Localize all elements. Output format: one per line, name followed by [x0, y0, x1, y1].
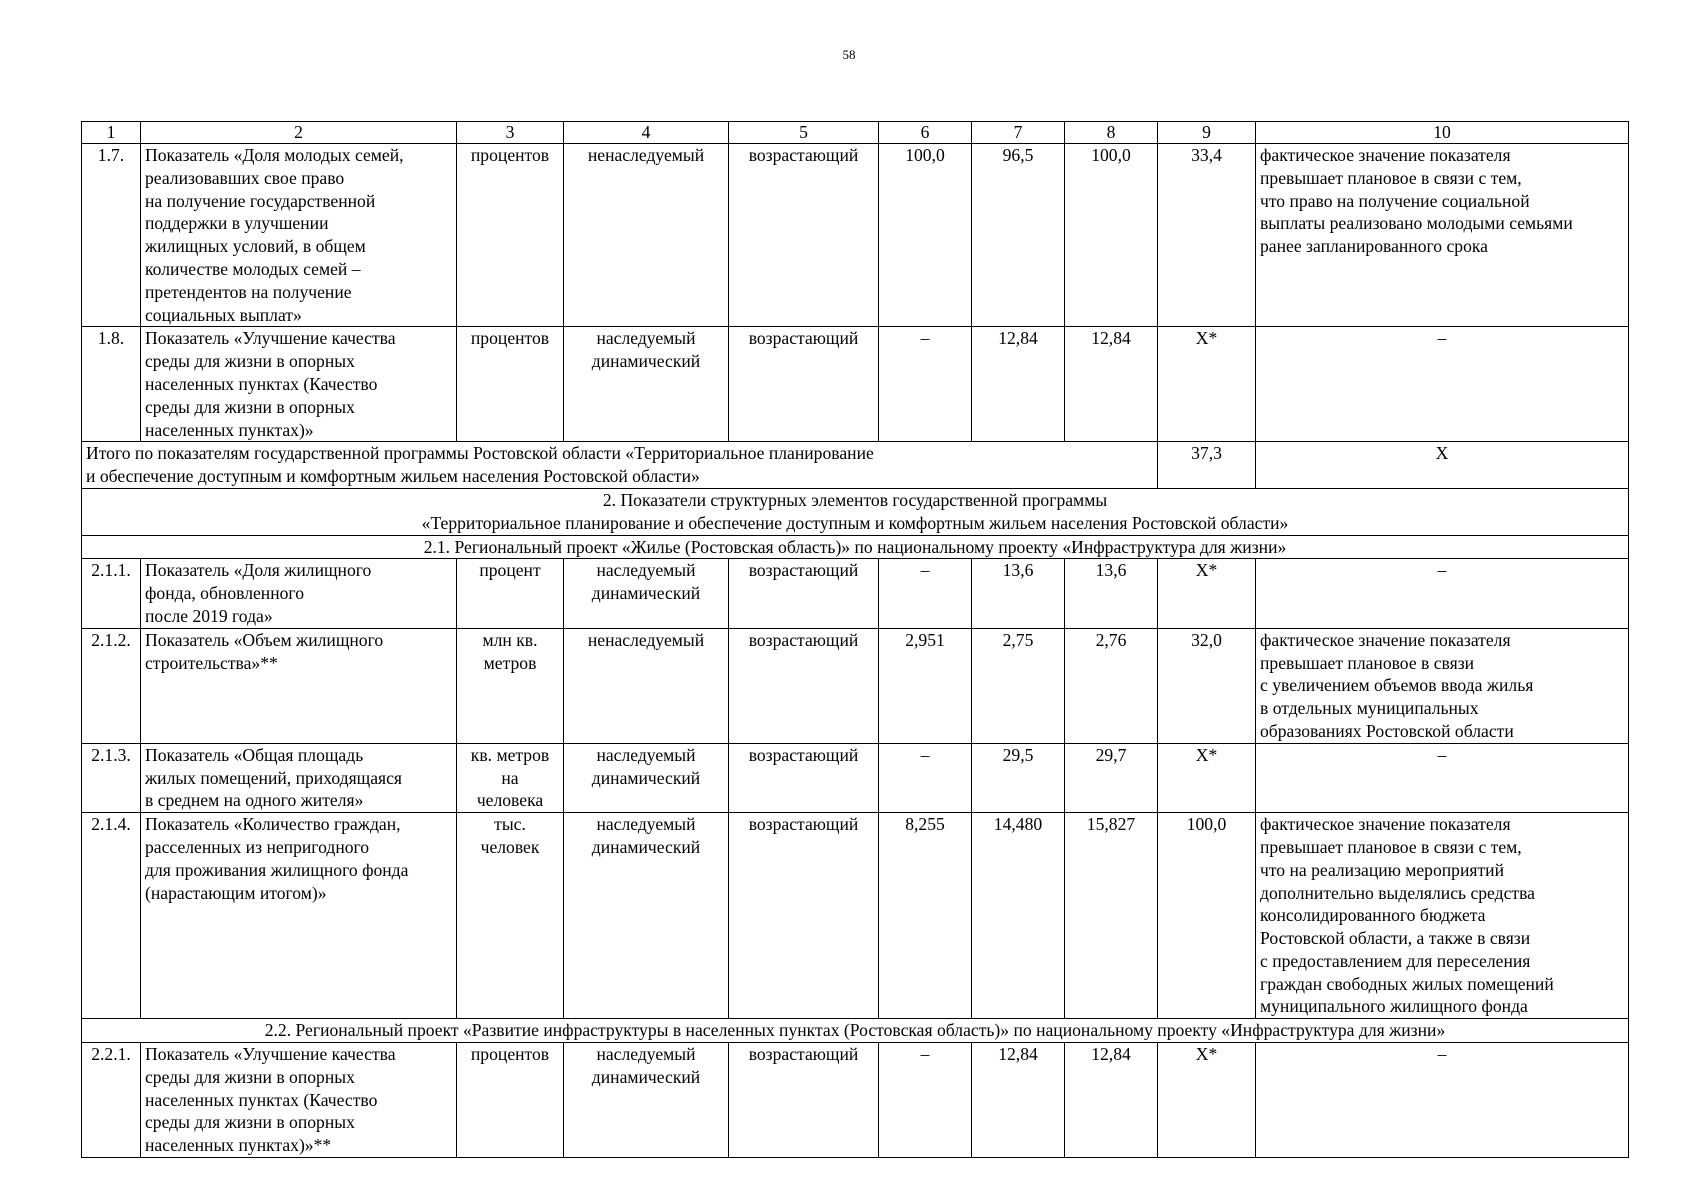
row-number: 1.8.	[82, 327, 141, 442]
note: –	[1256, 559, 1629, 628]
column-number: 7	[972, 122, 1065, 144]
indicator-name: Показатель «Улучшение качества среды для жизни в опорных населенных пунктах (Качество среды для жизни в опорных населенных пунктах)»**	[141, 1043, 457, 1158]
row-number: 2.1.4.	[82, 813, 141, 1019]
indicator-type: ненаследуемый	[564, 628, 729, 743]
value-col-7: 12,84	[972, 1043, 1065, 1158]
column-number: 9	[1158, 122, 1256, 144]
value-col-8: 15,827	[1065, 813, 1158, 1019]
indicator-name: Показатель «Общая площадь жилых помещений, приходящаяся в среднем на одного жителя»	[141, 743, 457, 812]
table-row	[82, 327, 1629, 442]
indicator-type: ненаследуемый	[564, 144, 729, 327]
column-number-row	[82, 122, 1629, 144]
unit: процент	[457, 559, 564, 628]
note: –	[1256, 327, 1629, 442]
row-number: 2.1.1.	[82, 559, 141, 628]
value-col-8: 12,84	[1065, 1043, 1158, 1158]
column-number: 2	[141, 122, 457, 144]
section-2-heading: 2. Показатели структурных элементов государственной программы «Территориальное планирование и обеспечение доступным и комфортным жильем населения Ростовской области»	[82, 488, 1629, 535]
table-row	[82, 743, 1629, 812]
unit: процентов	[457, 327, 564, 442]
value-col-9: 100,0	[1158, 813, 1256, 1019]
value-col-9: 33,4	[1158, 144, 1256, 327]
row-number: 2.1.2.	[82, 628, 141, 743]
direction: возрастающий	[729, 743, 879, 812]
note: фактическое значение показателя превышает плановое в связи с увеличением объемов ввода жилья в отдельных муниципальных образованиях Ростовской области	[1256, 628, 1629, 743]
indicator-name: Показатель «Объем жилищного строительства»**	[141, 628, 457, 743]
unit: млн кв. метров	[457, 628, 564, 743]
table-row	[82, 144, 1629, 327]
value-col-9: 32,0	[1158, 628, 1256, 743]
value-col-9: Х*	[1158, 559, 1256, 628]
direction: возрастающий	[729, 559, 879, 628]
block-1	[82, 144, 1629, 442]
unit: процентов	[457, 144, 564, 327]
value-col-9: Х*	[1158, 743, 1256, 812]
column-number: 8	[1065, 122, 1158, 144]
column-number: 4	[564, 122, 729, 144]
value-col-7: 13,6	[972, 559, 1065, 628]
value-col-7: 14,480	[972, 813, 1065, 1019]
section-2-2-heading: 2.2. Региональный проект «Развитие инфраструктуры в населенных пунктах (Ростовская область)» по национальному проекту «Инфраструктура для жизни»	[82, 1019, 1629, 1043]
direction: возрастающий	[729, 327, 879, 442]
value-col-7: 96,5	[972, 144, 1065, 327]
indicator-type: наследуемый динамический	[564, 1043, 729, 1158]
indicator-type: наследуемый динамический	[564, 327, 729, 442]
value-col-6: 100,0	[879, 144, 972, 327]
subsection-heading-row	[82, 1019, 1629, 1043]
section-2-1-heading: 2.1. Региональный проект «Жилье (Ростовская область)» по национальному проекту «Инфраструктура для жизни»	[82, 535, 1629, 559]
value-col-8: 29,7	[1065, 743, 1158, 812]
direction: возрастающий	[729, 813, 879, 1019]
value-col-8: 2,76	[1065, 628, 1158, 743]
column-number: 3	[457, 122, 564, 144]
indicator-type: наследуемый динамический	[564, 813, 729, 1019]
total-label: Итого по показателям государственной программы Ростовской области «Территориальное планирование и обеспечение доступным и комфортным жильем населения Ростовской области»	[82, 442, 1158, 489]
value-col-9: Х*	[1158, 327, 1256, 442]
column-number: 1	[82, 122, 141, 144]
indicator-name: Показатель «Улучшение качества среды для жизни в опорных населенных пунктах (Качество среды для жизни в опорных населенных пунктах)»	[141, 327, 457, 442]
value-col-6: 2,951	[879, 628, 972, 743]
column-number: 10	[1256, 122, 1629, 144]
block-2	[82, 559, 1629, 1019]
indicators-table	[81, 121, 1629, 1158]
indicator-type: наследуемый динамический	[564, 559, 729, 628]
table-row	[82, 559, 1629, 628]
direction: возрастающий	[729, 628, 879, 743]
total-row	[82, 442, 1629, 489]
value-col-6: –	[879, 559, 972, 628]
subsection-heading-row	[82, 535, 1629, 559]
table-row	[82, 813, 1629, 1019]
row-number: 2.1.3.	[82, 743, 141, 812]
value-col-8: 13,6	[1065, 559, 1158, 628]
table-row	[82, 628, 1629, 743]
note: –	[1256, 743, 1629, 812]
value-col-9: Х*	[1158, 1043, 1256, 1158]
direction: возрастающий	[729, 1043, 879, 1158]
value-col-6: –	[879, 743, 972, 812]
value-col-7: 29,5	[972, 743, 1065, 812]
value-col-7: 2,75	[972, 628, 1065, 743]
section-heading-row	[82, 488, 1629, 535]
indicator-type: наследуемый динамический	[564, 743, 729, 812]
direction: возрастающий	[729, 144, 879, 327]
indicator-name: Показатель «Доля жилищного фонда, обновленного после 2019 года»	[141, 559, 457, 628]
row-number: 1.7.	[82, 144, 141, 327]
indicator-name: Показатель «Доля молодых семей, реализовавших свое право на получение государственной поддержки в улучшении жилищных условий, в общем количестве молодых семей – претендентов на получение социальных выплат»	[141, 144, 457, 327]
unit: процентов	[457, 1043, 564, 1158]
column-number: 5	[729, 122, 879, 144]
block-3	[82, 1043, 1629, 1158]
value-col-6: –	[879, 1043, 972, 1158]
note: –	[1256, 1043, 1629, 1158]
total-note: Х	[1256, 442, 1629, 489]
value-col-8: 100,0	[1065, 144, 1158, 327]
note: фактическое значение показателя превышает плановое в связи с тем, что на реализацию мероприятий дополнительно выделялись средства консолидированного бюджета Ростовской области, а также в связи с предоставлением для переселения граждан свободных жилых помещений муниципального жилищного фонда	[1256, 813, 1629, 1019]
value-col-7: 12,84	[972, 327, 1065, 442]
row-number: 2.2.1.	[82, 1043, 141, 1158]
indicator-name: Показатель «Количество граждан, расселенных из непригодного для проживания жилищного фонда (нарастающим итогом)»	[141, 813, 457, 1019]
value-col-6: 8,255	[879, 813, 972, 1019]
unit: тыс. человек	[457, 813, 564, 1019]
value-col-8: 12,84	[1065, 327, 1158, 442]
page-number: 58	[842, 47, 856, 62]
unit: кв. метров на человека	[457, 743, 564, 812]
column-number: 6	[879, 122, 972, 144]
value-col-6: –	[879, 327, 972, 442]
total-value: 37,3	[1158, 442, 1256, 489]
note: фактическое значение показателя превышает плановое в связи с тем, что право на получение социальной выплаты реализовано молодыми семьями ранее запланированного срока	[1256, 144, 1629, 327]
table-row	[82, 1043, 1629, 1158]
